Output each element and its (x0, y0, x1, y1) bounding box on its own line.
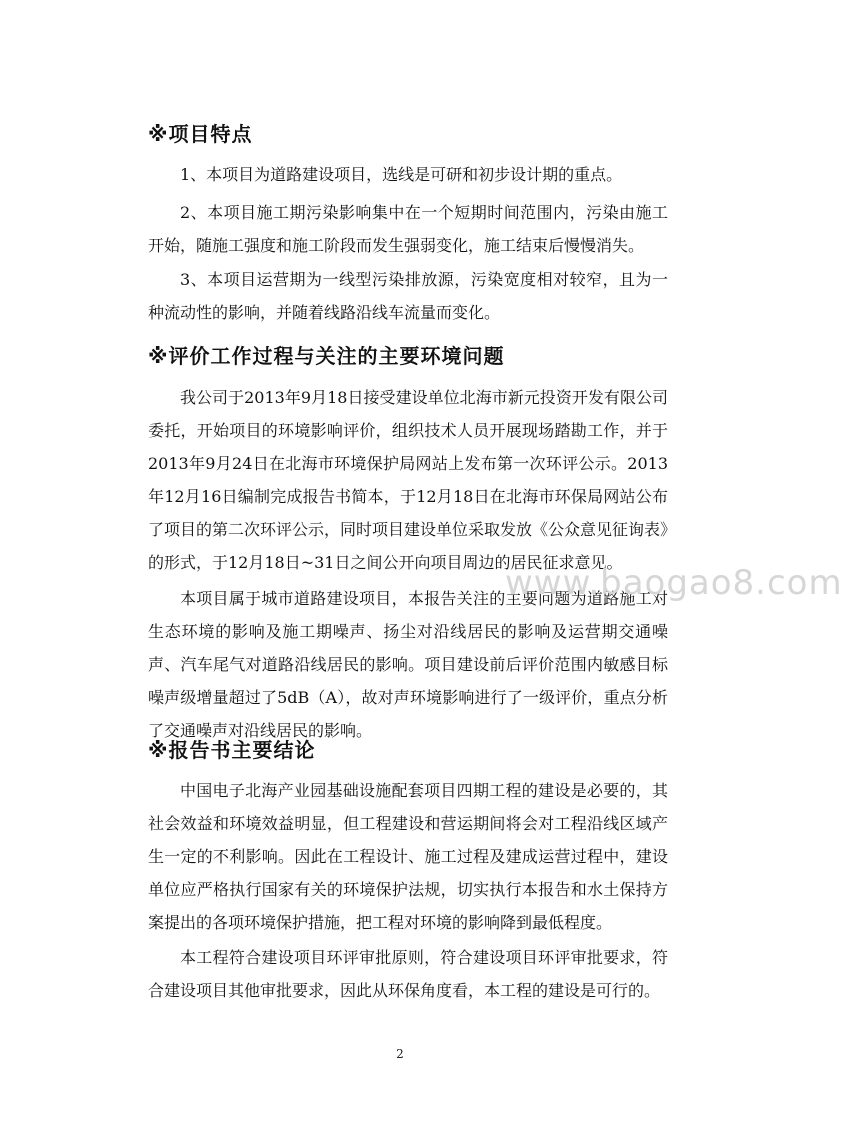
paragraph-conclusion-1: 中国电子北海产业园基础设施配套项目四期工程的建设是必要的，其社会效益和环境效益明显，但工程建设和营运期间将会对工程沿线区域产生一定的不利影响。因此在工程设计、施工过程及建成运营过程中，建设单位应严格执行国家有关的环境保护法规，切实执行本报告和水土保持方案提出的各项环境保护措施，把工程对环境的影响降到最低程度。 (148, 781, 668, 932)
watermark-text: www.baogao8.com (505, 563, 843, 603)
paragraph-feature-3: 3、本项目运营期为一线型污染排放源，污染宽度相对较窄，且为一种流动性的影响，并随着线路沿线车流量而变化。 (148, 270, 668, 322)
heading-main-conclusions: ※报告书主要结论 (148, 738, 316, 762)
heading-project-features: ※项目特点 (148, 122, 253, 146)
heading-evaluation-process: ※评价工作过程与关注的主要环境问题 (148, 344, 505, 368)
page-number: 2 (396, 1047, 404, 1061)
paragraph-conclusion-2: 本工程符合建设项目环评审批原则，符合建设项目环评审批要求，符合建设项目其他审批要求，因此从环保角度看，本工程的建设是可行的。 (148, 948, 668, 1000)
paragraph-main-issues: 本项目属于城市道路建设项目，本报告关注的主要问题为道路施工对生态环境的影响及施工期噪声、扬尘对沿线居民的影响及运营期交通噪声、汽车尾气对道路沿线居民的影响。项目建设前后评价范围内敏感目标噪声级增量超过了5dB（A），故对声环境影响进行了一级评价，重点分析了交通噪声对沿线居民的影响。 (148, 589, 668, 740)
paragraph-evaluation-process: 我公司于2013年9月18日接受建设单位北海市新元投资开发有限公司委托，开始项目的环境影响评价，组织技术人员开展现场踏勘工作，并于2013年9月24日在北海市环境保护局网站上发布第一次环评公示。2013年12月16日编制完成报告书简本，于12月18日在北海市环保局网站公布了项目的第二次环评公示，同时项目建设单位采取发放《公众意见征询表》的形式，于12月18日~31日之间公开向项目周边的居民征求意见。 (148, 388, 669, 572)
paragraph-feature-1: 1、本项目为道路建设项目，选线是可研和初步设计期的重点。 (180, 165, 623, 184)
paragraph-feature-2: 2、本项目施工期污染影响集中在一个短期时间范围内，污染由施工开始，随施工强度和施工阶段而发生强弱变化，施工结束后慢慢消失。 (148, 203, 668, 255)
